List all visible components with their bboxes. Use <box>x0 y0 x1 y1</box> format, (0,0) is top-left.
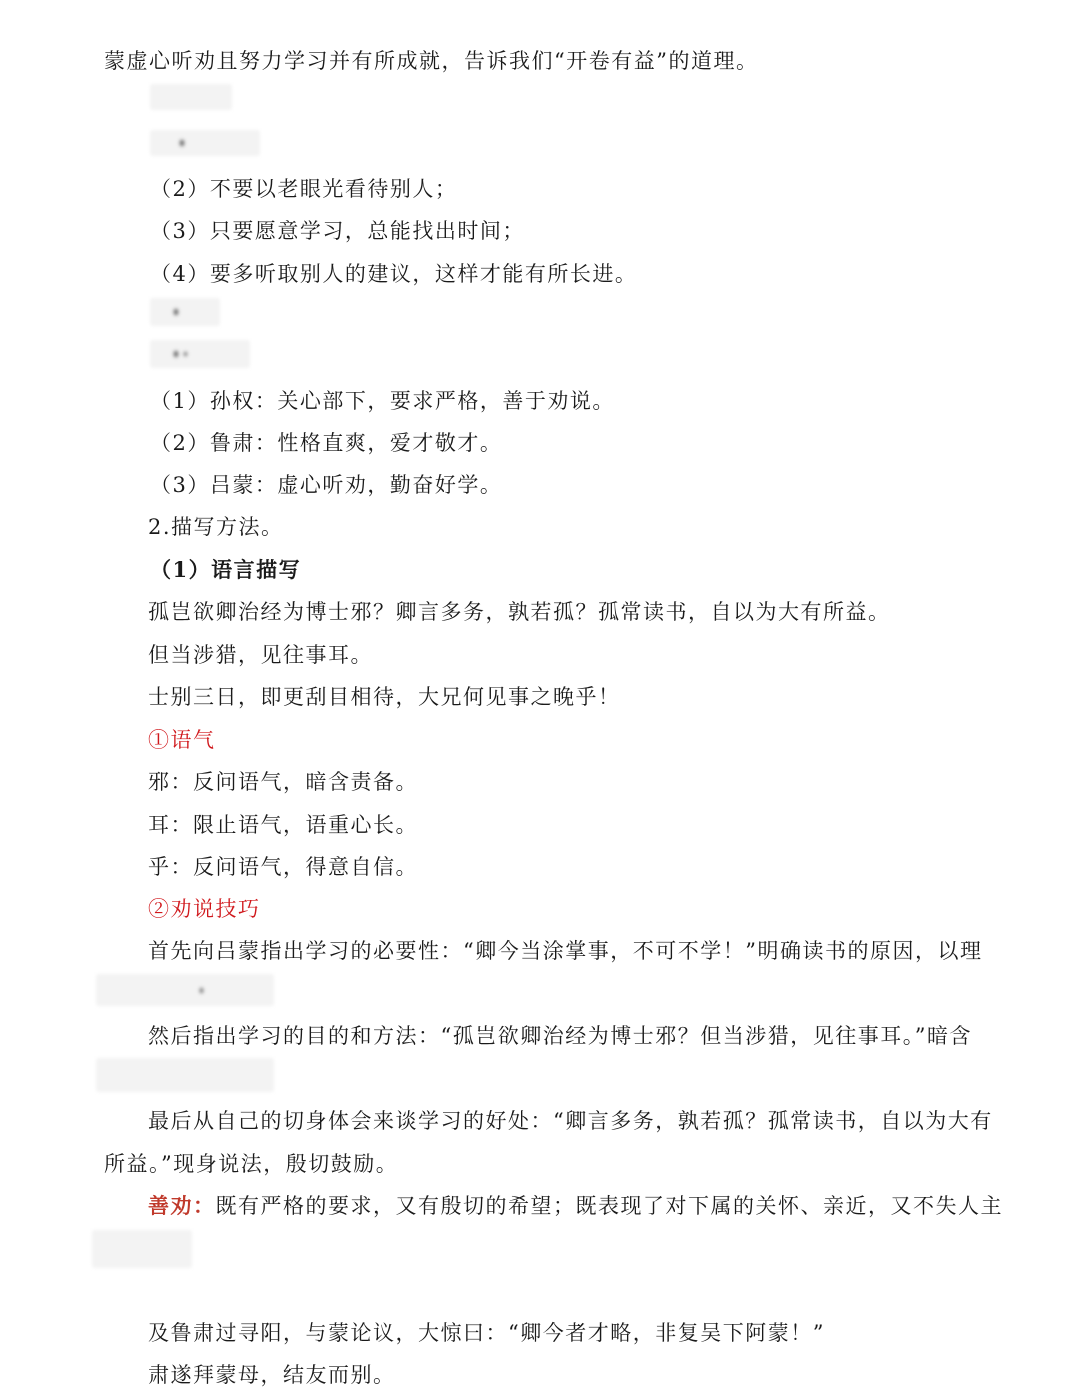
subsection-title-language: （1）语言描写 <box>150 557 302 582</box>
blurred-line-3 <box>92 1230 192 1268</box>
intro-line: 蒙虚心听劝且努力学习并有所成就，告诉我们“开卷有益”的道理。 <box>104 49 759 73</box>
blurred-heading-3 <box>150 298 220 326</box>
shanquan-text: 既有严格的要求，又有殷切的希望；既表现了对下属的关怀、亲近，又不失人主 <box>215 1194 1003 1218</box>
blurred-heading-2 <box>150 130 260 156</box>
tone-heading: ①语气 <box>148 728 216 752</box>
shanquan-paragraph <box>148 1192 1003 1220</box>
skill-paragraph-1: 首先向吕蒙指出学习的必要性：“卿今当涂掌事，不可不学！”明确读书的原因，以理 <box>148 939 983 963</box>
skill-heading: ②劝说技巧 <box>148 897 261 921</box>
quote-line-1: 孤岂欲卿治经为博士邪？卿言多务，孰若孤？孤常读书，自以为大有所益。 <box>148 600 891 624</box>
skill-paragraph-3-line-1: 最后从自己的切身体会来谈学习的好处：“卿言多务，孰若孤？孤常读书，自以为大有 <box>148 1109 993 1133</box>
blurred-heading-1 <box>150 84 232 110</box>
tone-item-hu: 乎：反问语气，得意自信。 <box>148 855 418 879</box>
character-item-lvmeng: （3）吕蒙：虚心听劝，勤奋好学。 <box>150 473 503 497</box>
lesson-item-2: （2）不要以老眼光看待别人； <box>150 177 458 201</box>
quote-line-2: 但当涉猎，见往事耳。 <box>148 643 373 667</box>
quote-line-3: 士别三日，即更刮目相待，大兄何见事之晚乎！ <box>148 685 621 709</box>
tone-item-ye: 邪：反问语气，暗含责备。 <box>148 770 418 794</box>
lesson-item-3: （3）只要愿意学习，总能找出时间； <box>150 219 525 243</box>
closing-line-2: 肃遂拜蒙母，结友而别。 <box>148 1363 396 1387</box>
closing-line-1: 及鲁肃过寻阳，与蒙论议，大惊曰：“卿今者才略，非复吴下阿蒙！” <box>148 1321 825 1345</box>
skill-paragraph-3-line-2: 所益。”现身说法，殷切鼓励。 <box>104 1152 399 1176</box>
tone-item-er: 耳：限止语气，语重心长。 <box>148 813 418 837</box>
skill-paragraph-2: 然后指出学习的目的和方法：“孤岂欲卿治经为博士邪？但当涉猎，见往事耳。”暗含 <box>148 1024 972 1048</box>
blurred-heading-4 <box>150 340 250 368</box>
lesson-item-4: （4）要多听取别人的建议，这样才能有所长进。 <box>150 262 638 286</box>
character-item-lusu: （2）鲁肃：性格直爽，爱才敬才。 <box>150 431 503 455</box>
section-title-description-methods: 2.描写方法。 <box>148 515 284 539</box>
shanquan-label: 善劝： <box>148 1193 216 1218</box>
blurred-line-1 <box>96 974 274 1006</box>
blurred-line-2 <box>96 1058 274 1092</box>
character-item-sunquan: （1）孙权：关心部下，要求严格，善于劝说。 <box>150 389 615 413</box>
